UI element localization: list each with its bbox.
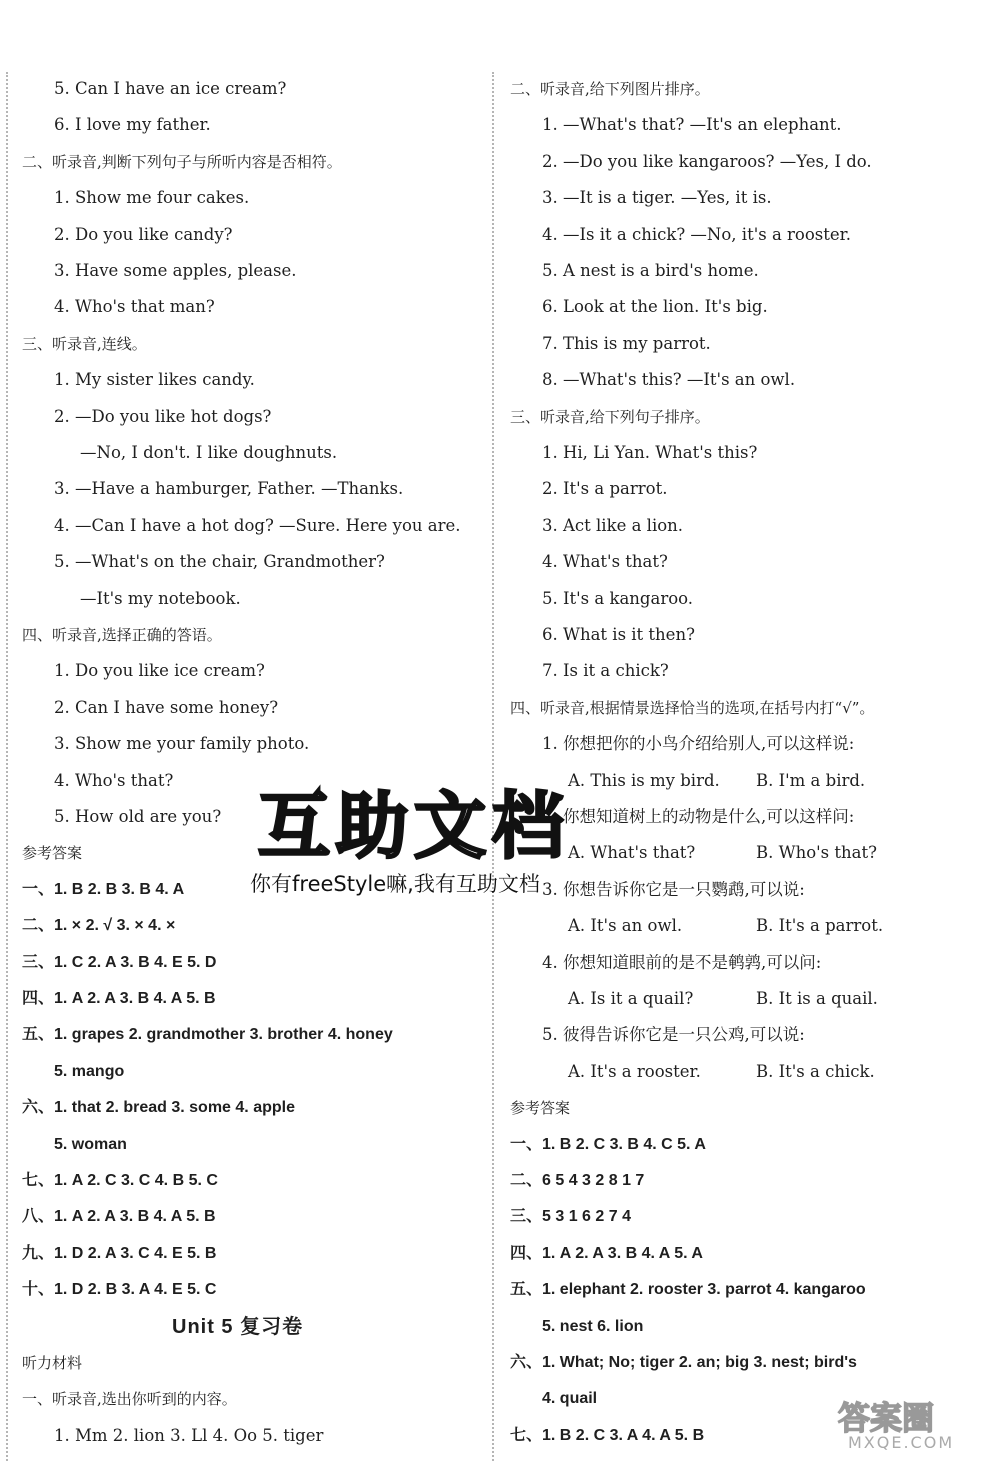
list-item: 3. 你想告诉你它是一只鹦鹉,可以说:: [542, 879, 805, 899]
option-a: A. Is it a quail?: [568, 989, 694, 1008]
section-heading: 听力材料: [22, 1354, 83, 1372]
answer-row: 5. nest 6. lion: [542, 1317, 644, 1335]
list-item: 6. I love my father.: [54, 115, 211, 135]
section-heading: 参考答案: [22, 844, 83, 863]
option-b: B. It's a chick.: [756, 1061, 875, 1081]
option-b: B. Who's that?: [756, 843, 877, 863]
list-item: 6. What is it then?: [542, 625, 695, 644]
list-item: 8. —What's this? —It's an owl.: [542, 370, 796, 390]
answer-row: 十、1. D 2. B 3. A 4. E 5. C: [22, 1281, 217, 1299]
list-item: 2. It's a parrot.: [542, 479, 668, 499]
answer-row: 九、1. D 2. A 3. C 4. E 5. B: [22, 1244, 217, 1262]
list-item: 5. 彼得告诉你它是一只公鸡,可以说:: [542, 1025, 805, 1045]
answer-row: 三、1. C 2. A 3. B 4. E 5. D: [22, 953, 217, 971]
watermark-title: 互助文档: [258, 784, 571, 868]
list-item: 5. How old are you?: [54, 807, 222, 826]
list-item: 1. Do you like ice cream?: [54, 661, 265, 681]
list-item: 2. Do you like candy?: [54, 224, 233, 244]
left-column: [22, 72, 482, 1461]
corner-watermark: [838, 1393, 988, 1463]
answer-row: 5. mango: [54, 1062, 125, 1080]
list-item: 4. Who's that?: [54, 770, 174, 790]
answer-row: 六、1. What; No; tiger 2. an; big 3. nest; bird's: [510, 1354, 857, 1371]
list-item: 2. 你想知道树上的动物是什么,可以这样问:: [542, 807, 855, 826]
option-a: A. This is my bird.: [568, 770, 720, 790]
list-item: 3. Have some apples, please.: [54, 261, 297, 280]
answer-row: 二、1. × 2. √ 3. × 4. ×: [22, 917, 176, 935]
option-a: A. It's an owl.: [568, 916, 683, 936]
section-heading: 三、听录音,给下列句子排序。: [510, 407, 710, 426]
section-heading: 二、听录音,判断下列句子与所听内容是否相符。: [22, 152, 342, 171]
answer-row: 五、1. grapes 2. grandmother 3. brother 4. honey: [22, 1026, 393, 1044]
section-heading: 一、听录音,选出你听到的内容。: [22, 1390, 237, 1409]
list-item: 6. Look at the lion. It's big.: [542, 297, 768, 317]
list-item: 2. —Do you like hot dogs?: [54, 406, 272, 426]
list-item: 3. Act like a lion.: [542, 515, 684, 535]
list-item: —No, I don't. I like doughnuts.: [80, 443, 338, 462]
list-item: 3. Show me your family photo.: [54, 734, 310, 754]
list-item: 1. Hi, Li Yan. What's this?: [542, 443, 758, 462]
list-item: 4. Who's that man?: [54, 297, 215, 317]
list-item: 1. Show me four cakes.: [54, 188, 250, 208]
list-item: 2. Can I have some honey?: [54, 697, 279, 717]
list-item: 5. Can I have an ice cream?: [54, 79, 287, 98]
list-item: 4. What's that?: [542, 552, 668, 572]
option-b: B. I'm a bird.: [756, 770, 866, 790]
list-item: 1. My sister likes candy.: [54, 370, 255, 390]
list-item: 3. —It is a tiger. —Yes, it is.: [542, 188, 772, 208]
unit-title: Unit 5 复习卷: [172, 1315, 304, 1338]
answer-row: 一、1. B 2. B 3. B 4. A: [22, 880, 185, 898]
answer-row: 4. quail: [542, 1390, 598, 1408]
option-a: A. What's that?: [568, 843, 696, 863]
corner-url: MXQE.COM: [848, 1433, 955, 1452]
left-margin-rule: [6, 72, 8, 1461]
answer-row: 七、1. A 2. C 3. C 4. B 5. C: [22, 1172, 218, 1189]
option-b: B. It is a quail.: [756, 989, 878, 1008]
option-b: B. It's a parrot.: [756, 916, 884, 936]
list-item: 5. It's a kangaroo.: [542, 588, 694, 608]
section-heading: 三、听录音,连线。: [22, 334, 147, 353]
list-item: —It's my notebook.: [80, 588, 241, 608]
answer-row: 5. woman: [54, 1135, 127, 1153]
list-item: 1. 你想把你的小鸟介绍给别人,可以这样说:: [542, 734, 855, 754]
column-divider: [492, 72, 494, 1461]
watermark-subtitle: 你有freeStyle嘛,我有互助文档: [250, 872, 540, 896]
list-item: 1. —What's that? —It's an elephant.: [542, 115, 842, 135]
list-item: 5. —What's on the chair, Grandmother?: [54, 552, 385, 572]
answer-row: 五、1. elephant 2. rooster 3. parrot 4. kangaroo: [510, 1281, 866, 1299]
answer-row: 七、1. B 2. C 3. A 4. A 5. B: [510, 1426, 705, 1444]
answer-row: 八、1. A 2. A 3. B 4. A 5. B: [22, 1208, 216, 1226]
section-heading: 四、听录音,根据情景选择恰当的选项,在括号内打“√”。: [510, 698, 875, 717]
section-heading: 四、听录音,选择正确的答语。: [22, 626, 222, 644]
list-item: 1. Mm 2. lion 3. Ll 4. Oo 5. tiger: [54, 1425, 324, 1445]
section-heading: 参考答案: [510, 1099, 571, 1118]
right-column: [510, 72, 980, 1461]
answer-row: 一、1. B 2. C 3. B 4. C 5. A: [510, 1135, 706, 1153]
list-item: 5. A nest is a bird's home.: [542, 261, 759, 280]
section-heading: 二、听录音,给下列图片排序。: [510, 80, 710, 98]
answer-row: 四、1. A 2. A 3. B 4. A 5. A: [510, 1244, 703, 1262]
answer-row: 三、5 3 1 6 2 7 4: [510, 1208, 631, 1226]
list-item: 4. —Can I have a hot dog? —Sure. Here you are.: [54, 515, 461, 535]
list-item: 7. Is it a chick?: [542, 661, 669, 681]
list-item: 3. —Have a hamburger, Father. —Thanks.: [54, 479, 404, 499]
list-item: 7. This is my parrot.: [542, 333, 711, 353]
answer-row: 六、1. that 2. bread 3. some 4. apple: [22, 1099, 295, 1117]
corner-logo: 答案圈: [838, 1399, 935, 1437]
option-a: A. It's a rooster.: [568, 1061, 701, 1081]
answer-row: 四、1. A 2. A 3. B 4. A 5. B: [22, 990, 216, 1007]
list-item: 4. —Is it a chick? —No, it's a rooster.: [542, 224, 851, 244]
answer-row: 二、6 5 4 3 2 8 1 7: [510, 1172, 645, 1189]
list-item: 2. —Do you like kangaroos? —Yes, I do.: [542, 151, 872, 171]
list-item: 4. 你想知道眼前的是不是鹌鹑,可以问:: [542, 952, 822, 972]
